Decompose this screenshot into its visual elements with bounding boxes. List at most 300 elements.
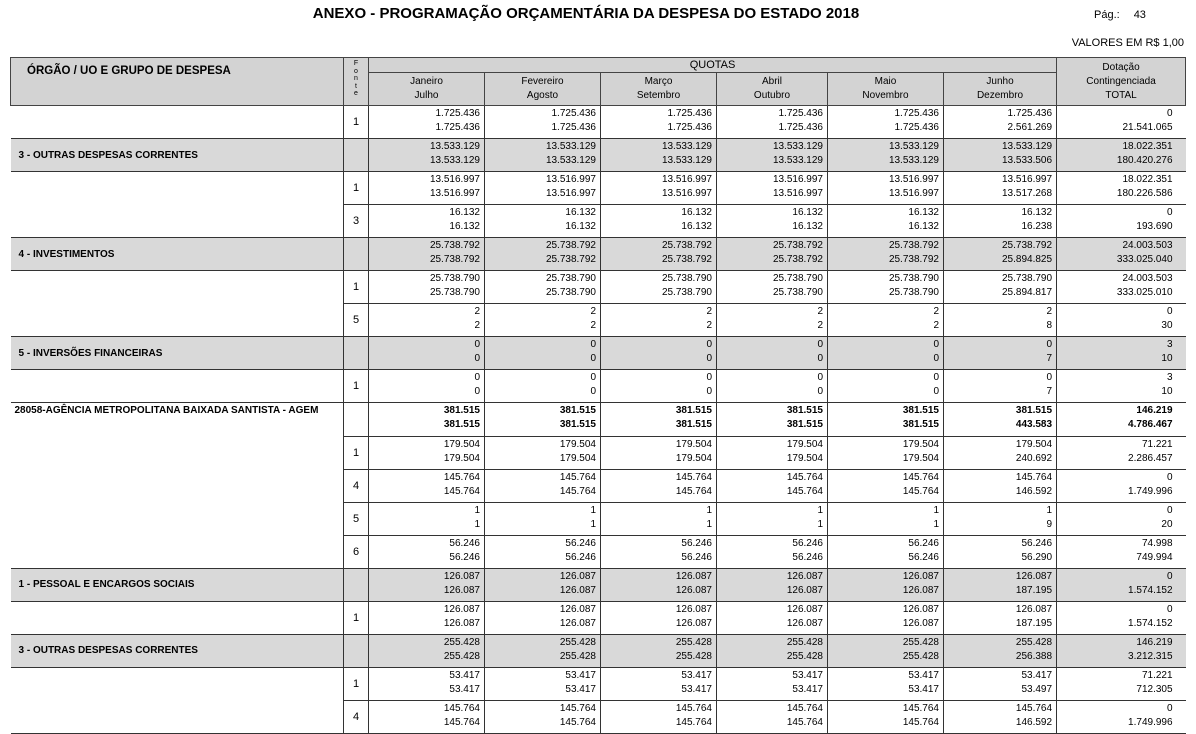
cell-value: 1.725.436: [1007, 108, 1053, 119]
cell-value: 126.087: [675, 584, 712, 596]
cell-value: 126.087: [1015, 603, 1053, 615]
cell-value: 13.533.129: [661, 141, 712, 152]
month-value-cell: [601, 601, 717, 634]
month-value-cell: [485, 139, 601, 172]
month-value-cell: [369, 601, 485, 634]
month-value-cell: [601, 205, 717, 238]
month-value-cell: [717, 601, 828, 634]
cell-value: 126.087: [559, 617, 596, 629]
month-value-cell: [485, 667, 601, 700]
month-value-cell: [717, 634, 828, 667]
cell-value: 145.764: [786, 471, 823, 483]
cell-value: 0: [474, 353, 480, 364]
cell-value: 126.087: [559, 584, 596, 596]
cell-value: 0: [590, 372, 596, 383]
cell-value: 126.087: [559, 570, 596, 582]
cell-value: 18.022.351: [1122, 174, 1173, 185]
month-value-cell: [601, 337, 717, 370]
cell-value: 1: [933, 518, 939, 530]
cell-value: 56.246: [681, 551, 712, 563]
row-label: 5 - INVERSÕES FINANCEIRAS: [11, 337, 344, 370]
cell-value: 13.516.997: [661, 188, 712, 199]
month-value-cell: [485, 370, 601, 403]
month-value-cell: [369, 436, 485, 469]
month-value-cell: [944, 337, 1057, 370]
cell-value: 1: [817, 504, 823, 516]
month-value-cell: [944, 172, 1057, 205]
cell-value: 333.025.010: [1116, 287, 1173, 298]
cell-value: 1.725.436: [778, 108, 823, 119]
page-title: ANEXO - PROGRAMAÇÃO ORÇAMENTÁRIA DA DESPESA DO ESTADO 2018: [312, 5, 860, 22]
row-label: [11, 172, 344, 205]
cell-value: 2: [590, 306, 596, 317]
cell-value: 0: [474, 339, 480, 350]
row-label: [11, 271, 344, 304]
month-value-cell: [601, 502, 717, 535]
cell-value: 145.764: [675, 716, 712, 728]
cell-value: 126.087: [675, 570, 712, 582]
total-cell: [1057, 337, 1186, 370]
month-value-cell: [944, 634, 1057, 667]
cell-value: 53.417: [792, 669, 823, 681]
fonte-cell: 1: [344, 667, 369, 700]
table-row: [11, 667, 1186, 700]
fonte-cell: 1: [344, 172, 369, 205]
cell-value: 13.516.997: [888, 174, 939, 185]
cell-value: 53.417: [908, 669, 939, 681]
cell-value: 25.738.792: [429, 240, 480, 251]
cell-value: 71.221: [1141, 438, 1173, 450]
fonte-cell: 1: [344, 271, 369, 304]
cell-value: 126.087: [786, 570, 823, 582]
cell-value: 255.428: [786, 650, 823, 662]
table-row: [11, 469, 1186, 502]
cell-value: 25.738.790: [1001, 273, 1053, 284]
month-value-cell: [828, 568, 944, 601]
cell-value: 25.738.792: [429, 254, 480, 265]
cell-value: 381.515: [786, 405, 823, 416]
cell-value: 255.428: [443, 650, 480, 662]
cell-value: 0: [1166, 108, 1173, 119]
cell-value: 56.246: [908, 537, 939, 549]
table-row: [11, 139, 1186, 172]
month-header: Março Setembro: [601, 73, 717, 106]
cell-value: 2.286.457: [1128, 452, 1173, 464]
fonte-cell: 4: [344, 700, 369, 733]
month-value-cell: [828, 337, 944, 370]
total-cell: [1057, 304, 1186, 337]
month-value-cell: [369, 667, 485, 700]
cell-value: 25.894.825: [1001, 254, 1053, 265]
cell-value: 2: [474, 320, 480, 331]
month-value-cell: [717, 304, 828, 337]
cell-value: 0: [1166, 471, 1173, 483]
dotacao-header: Dotação Contingenciada TOTAL: [1057, 58, 1186, 106]
row-label: [11, 700, 344, 733]
fonte-cell: 5: [344, 502, 369, 535]
cell-value: 13.533.129: [545, 155, 596, 166]
cell-value: 16.132: [792, 221, 823, 232]
cell-value: 16.132: [565, 207, 596, 218]
cell-value: 16.132: [681, 221, 712, 232]
cell-value: 0: [933, 339, 939, 350]
month-value-cell: [717, 436, 828, 469]
cell-value: 2: [590, 320, 596, 331]
cell-value: 126.087: [902, 603, 939, 615]
month-value-cell: [828, 502, 944, 535]
cell-value: 1: [933, 504, 939, 516]
cell-value: 25.738.790: [545, 287, 596, 298]
cell-value: 179.504: [786, 452, 823, 464]
cell-value: 0: [933, 353, 939, 364]
row-label: [11, 370, 344, 403]
cell-value: 712.305: [1136, 683, 1173, 695]
cell-value: 0: [1166, 306, 1173, 317]
month-value-cell: [485, 238, 601, 271]
cell-value: 1: [474, 518, 480, 530]
month-value-cell: [601, 535, 717, 568]
cell-value: 1: [817, 518, 823, 530]
row-label: [11, 205, 344, 238]
cell-value: 53.417: [792, 683, 823, 695]
month-header: Fevereiro Agosto: [485, 73, 601, 106]
cell-value: 13.533.129: [1001, 141, 1053, 152]
fonte-cell: 4: [344, 469, 369, 502]
cell-value: 0: [1046, 339, 1053, 350]
cell-value: 25.738.790: [429, 273, 480, 284]
cell-value: 1.725.436: [778, 122, 823, 133]
cell-value: 20: [1161, 518, 1173, 530]
cell-value: 0: [933, 386, 939, 397]
cell-value: 7: [1046, 386, 1053, 397]
row-label: [11, 106, 344, 139]
row-label: 3 - OUTRAS DESPESAS CORRENTES: [11, 634, 344, 667]
month-value-cell: [601, 304, 717, 337]
total-cell: [1057, 271, 1186, 304]
cell-value: 0: [706, 372, 712, 383]
month-value-cell: [601, 568, 717, 601]
cell-value: 53.417: [681, 669, 712, 681]
cell-value: 1: [590, 504, 596, 516]
month-value-cell: [369, 205, 485, 238]
fonte-cell: 5: [344, 304, 369, 337]
cell-value: 56.246: [449, 537, 480, 549]
cell-value: 16.132: [908, 221, 939, 232]
table-header: [11, 58, 1186, 73]
cell-value: 3: [1166, 372, 1173, 383]
row-label: [11, 667, 344, 700]
cell-value: 0: [590, 386, 596, 397]
cell-value: 126.087: [902, 584, 939, 596]
month-value-cell: [485, 469, 601, 502]
quotas-header: QUOTAS: [369, 58, 1057, 73]
month-value-cell: [601, 139, 717, 172]
fonte-cell: 1: [344, 436, 369, 469]
month-value-cell: [485, 568, 601, 601]
table-row: [11, 634, 1186, 667]
cell-value: 53.417: [565, 669, 596, 681]
cell-value: 2: [933, 320, 939, 331]
cell-value: 0: [474, 372, 480, 383]
cell-value: 255.428: [902, 650, 939, 662]
cell-value: 24.003.503: [1122, 240, 1173, 251]
cell-value: 126.087: [443, 584, 480, 596]
cell-value: 145.764: [443, 485, 480, 497]
cell-value: 255.428: [902, 636, 939, 648]
month-value-cell: [944, 139, 1057, 172]
cell-value: 2: [706, 306, 712, 317]
month-value-cell: [485, 304, 601, 337]
month-value-cell: [369, 172, 485, 205]
cell-value: 0: [1166, 702, 1173, 714]
cell-value: 145.764: [443, 471, 480, 483]
cell-value: 3.212.315: [1128, 650, 1173, 662]
cell-value: 53.417: [565, 683, 596, 695]
fonte-cell: 1: [344, 106, 369, 139]
cell-value: 145.764: [786, 702, 823, 714]
month-value-cell: [485, 271, 601, 304]
cell-value: 25.738.790: [661, 287, 712, 298]
total-cell: [1057, 139, 1186, 172]
month-value-cell: [369, 502, 485, 535]
month-value-cell: [944, 205, 1057, 238]
cell-value: 25.738.792: [888, 254, 939, 265]
cell-value: 145.764: [902, 716, 939, 728]
month-value-cell: [944, 469, 1057, 502]
table-row: [11, 304, 1186, 337]
cell-value: 13.516.997: [1001, 174, 1053, 185]
cell-value: 25.738.792: [888, 240, 939, 251]
cell-value: 0: [590, 339, 596, 350]
cell-value: 1: [706, 504, 712, 516]
month-value-cell: [828, 667, 944, 700]
cell-value: 145.764: [559, 485, 596, 497]
total-cell: [1057, 106, 1186, 139]
row-label: [11, 469, 344, 502]
cell-value: 145.764: [902, 485, 939, 497]
cell-value: 13.516.997: [545, 188, 596, 199]
month-value-cell: [717, 139, 828, 172]
month-value-cell: [369, 271, 485, 304]
month-value-cell: [717, 469, 828, 502]
month-value-cell: [369, 238, 485, 271]
cell-value: 13.533.129: [888, 155, 939, 166]
total-cell: [1057, 535, 1186, 568]
month-header: Abril Outubro: [717, 73, 828, 106]
cell-value: 0: [590, 353, 596, 364]
month-value-cell: [944, 667, 1057, 700]
cell-value: 13.533.129: [429, 155, 480, 166]
cell-value: 0: [706, 339, 712, 350]
month-value-cell: [944, 403, 1057, 437]
row-label: [11, 502, 344, 535]
page-number: 43: [1133, 9, 1146, 21]
cell-value: 13.516.997: [772, 174, 823, 185]
cell-value: 749.994: [1136, 551, 1173, 563]
total-cell: [1057, 436, 1186, 469]
cell-value: 0: [1166, 207, 1173, 218]
cell-value: 0: [817, 372, 823, 383]
cell-value: 381.515: [786, 419, 823, 430]
cell-value: 381.515: [675, 405, 712, 416]
table-row: [11, 436, 1186, 469]
cell-value: 255.428: [675, 636, 712, 648]
cell-value: 13.533.506: [1001, 155, 1053, 166]
cell-value: 1.725.436: [551, 108, 596, 119]
cell-value: 179.504: [675, 438, 712, 450]
cell-value: 56.246: [681, 537, 712, 549]
cell-value: 255.428: [443, 636, 480, 648]
cell-value: 74.998: [1141, 537, 1173, 549]
cell-value: 240.692: [1015, 452, 1053, 464]
cell-value: 13.533.129: [545, 141, 596, 152]
month-value-cell: [369, 700, 485, 733]
cell-value: 0: [1166, 603, 1173, 615]
month-value-cell: [717, 106, 828, 139]
cell-value: 18.022.351: [1122, 141, 1173, 152]
cell-value: 145.764: [902, 471, 939, 483]
cell-value: 1.574.152: [1128, 584, 1173, 596]
month-value-cell: [601, 634, 717, 667]
cell-value: 126.087: [786, 603, 823, 615]
cell-value: 53.497: [1021, 683, 1053, 695]
cell-value: 179.504: [559, 438, 596, 450]
table-row: [11, 238, 1186, 271]
table-row: [11, 172, 1186, 205]
table-row: [11, 337, 1186, 370]
cell-value: 255.428: [559, 636, 596, 648]
cell-value: 1.725.436: [435, 122, 480, 133]
cell-value: 381.515: [443, 419, 480, 430]
cell-value: 56.246: [565, 537, 596, 549]
cell-value: 145.764: [559, 471, 596, 483]
month-value-cell: [485, 634, 601, 667]
cell-value: 0: [1166, 570, 1173, 582]
month-value-cell: [369, 139, 485, 172]
cell-value: 443.583: [1015, 419, 1053, 430]
month-value-cell: [717, 502, 828, 535]
cell-value: 0: [817, 339, 823, 350]
month-value-cell: [717, 667, 828, 700]
cell-value: 25.738.792: [1001, 240, 1053, 251]
total-cell: [1057, 568, 1186, 601]
cell-value: 145.764: [675, 471, 712, 483]
cell-value: 16.132: [565, 221, 596, 232]
cell-value: 145.764: [1015, 471, 1053, 483]
fonte-cell: [344, 634, 369, 667]
total-cell: [1057, 667, 1186, 700]
month-value-cell: [828, 238, 944, 271]
month-value-cell: [369, 535, 485, 568]
cell-value: 126.087: [559, 603, 596, 615]
cell-value: 13.517.268: [1001, 188, 1053, 199]
cell-value: 25.894.817: [1001, 287, 1053, 298]
cell-value: 145.764: [902, 702, 939, 714]
cell-value: 0: [933, 372, 939, 383]
month-value-cell: [828, 601, 944, 634]
cell-value: 381.515: [1015, 405, 1053, 416]
cell-value: 16.132: [681, 207, 712, 218]
cell-value: 2: [817, 320, 823, 331]
table-row: [11, 271, 1186, 304]
month-value-cell: [717, 535, 828, 568]
total-cell: [1057, 238, 1186, 271]
cell-value: 145.764: [443, 702, 480, 714]
cell-value: 2: [1046, 306, 1053, 317]
month-value-cell: [485, 436, 601, 469]
cell-value: 7: [1046, 353, 1053, 364]
month-value-cell: [828, 436, 944, 469]
cell-value: 255.428: [675, 650, 712, 662]
total-cell: [1057, 172, 1186, 205]
table-row: [11, 502, 1186, 535]
month-value-cell: [369, 634, 485, 667]
month-value-cell: [369, 304, 485, 337]
cell-value: 10: [1161, 353, 1173, 364]
total-cell: [1057, 370, 1186, 403]
row-label: [11, 601, 344, 634]
cell-value: 0: [474, 386, 480, 397]
cell-value: 13.533.129: [429, 141, 480, 152]
month-value-cell: [944, 304, 1057, 337]
org-column-header: ÓRGÃO / UO E GRUPO DE DESPESA: [11, 58, 344, 106]
cell-value: 333.025.040: [1116, 254, 1173, 265]
month-value-cell: [601, 238, 717, 271]
cell-value: 179.504: [559, 452, 596, 464]
fonte-cell: [344, 337, 369, 370]
cell-value: 10: [1161, 386, 1173, 397]
page-label: Pág.:: [1094, 9, 1120, 21]
month-value-cell: [944, 700, 1057, 733]
cell-value: 1: [474, 504, 480, 516]
row-label: 28058-AGÊNCIA METROPOLITANA BAIXADA SANTISTA - AGEM: [14, 405, 319, 416]
fonte-cell: [344, 139, 369, 172]
month-value-cell: [601, 403, 717, 437]
month-value-cell: [828, 304, 944, 337]
cell-value: 25.738.792: [772, 240, 823, 251]
cell-value: 13.516.997: [661, 174, 712, 185]
cell-value: 3: [1166, 339, 1173, 350]
month-value-cell: [485, 535, 601, 568]
cell-value: 145.764: [1015, 702, 1053, 714]
cell-value: 179.504: [675, 452, 712, 464]
month-value-cell: [601, 700, 717, 733]
cell-value: 1: [1046, 504, 1053, 516]
month-value-cell: [601, 436, 717, 469]
month-value-cell: [369, 337, 485, 370]
cell-value: 13.516.997: [888, 188, 939, 199]
cell-value: 53.417: [449, 683, 480, 695]
cell-value: 13.533.129: [772, 141, 823, 152]
cell-value: 2.561.269: [1007, 122, 1053, 133]
cell-value: 25.738.792: [661, 240, 712, 251]
cell-value: 53.417: [908, 683, 939, 695]
fonte-column-header: F o n t e: [344, 58, 369, 106]
cell-value: 25.738.792: [661, 254, 712, 265]
cell-value: 187.195: [1015, 617, 1053, 629]
cell-value: 145.764: [786, 716, 823, 728]
cell-value: 1.725.436: [435, 108, 480, 119]
month-value-cell: [944, 568, 1057, 601]
cell-value: 1.725.436: [667, 122, 712, 133]
month-value-cell: [369, 568, 485, 601]
cell-value: 53.417: [681, 683, 712, 695]
month-value-cell: [828, 139, 944, 172]
cell-value: 4.786.467: [1128, 419, 1173, 430]
cell-value: 255.428: [559, 650, 596, 662]
cell-value: 25.738.790: [772, 287, 823, 298]
month-value-cell: [828, 403, 944, 437]
